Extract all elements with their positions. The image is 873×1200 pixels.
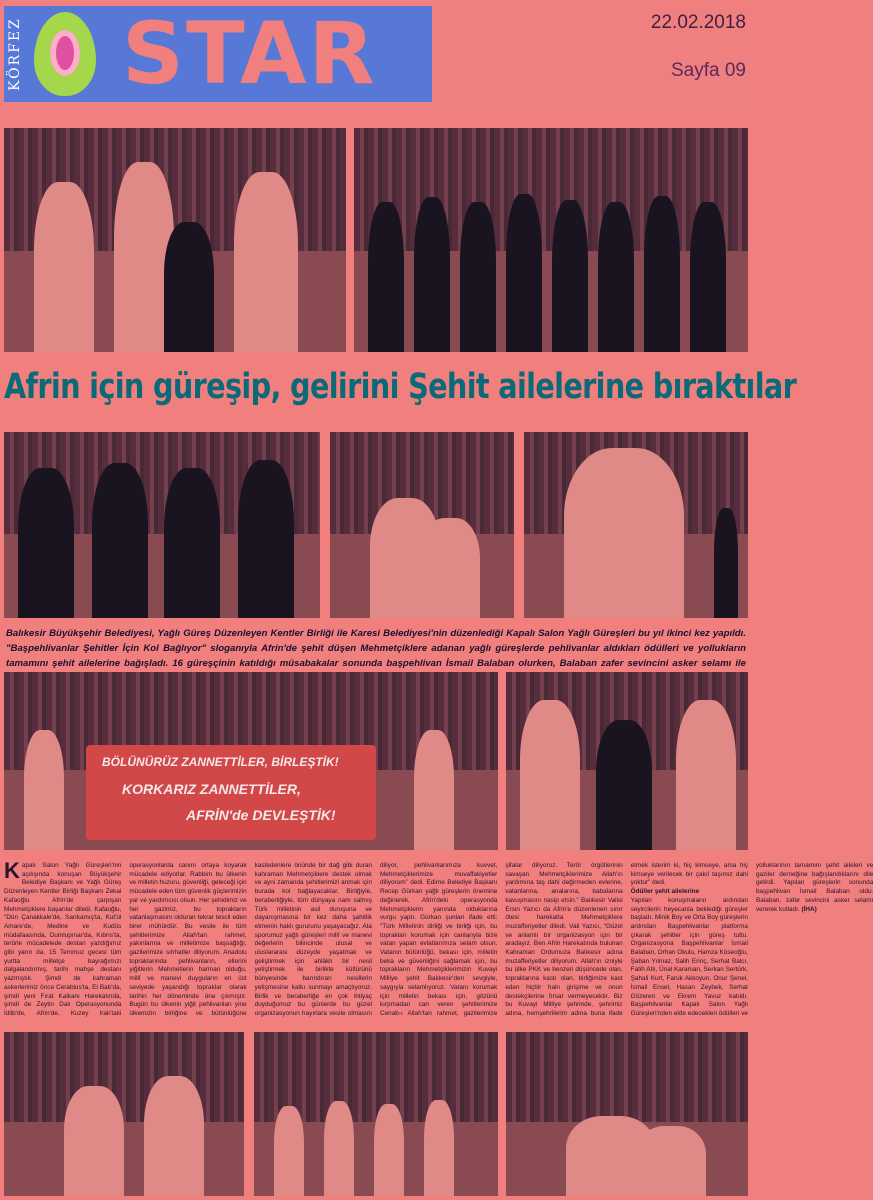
article-body: [4, 858, 873, 1024]
page-label: Sayfa: [670, 60, 720, 81]
banner-line-3: AFRİN'de DEVLEŞTİK!: [186, 807, 336, 823]
issue-date: 22.02.2018: [650, 12, 746, 33]
photo-caption: Balıkesir Büyükşehir Belediyesi, Yağlı Güreş Düzenleyen Kentler Birliği ile Karesi Belediyesi'nin düzenlediği Kapalı Salon Yağlı Güreşleri bu yıl ikinci kez yapıldı. "Başpehlivanlar Şehitler İçin Kol Bağlıyor" sloganıyla Afrin'de şehit düşen Mehmetçiklere adanan yağlı güreşlerde pehlivanlar aldıkları ödülleri ve yollukların tamamını şehit ailelerine bağışladı. 16 güreşçinin katıldığı müsabakalar sonunda başpehlivan İsmail Balaban olurken, Balaban zafer sevincini asker selamı ile: [6, 628, 746, 669]
photo-wrestlers-arena: [4, 1032, 244, 1196]
masthead: [0, 0, 752, 110]
photo-dignitaries: [4, 432, 320, 618]
drop-cap: K: [4, 858, 20, 883]
article-text-1: apalı Salon Yağlı Güreşleri'nin açılışında konuşan Büyükşehir Belediye Başkanı ve Yağlı Güreş Düzenleyen Kentler Birliği Başkanı Zekai Kafaoğlu Afrin'de çarpışan Mehmetçiklere başarılar diledi. Kafaoğlu, "Dün Çanakkale'de, Sarıkamış'ta, Kut'ül Amare'de, Medine ve Kudüs müdafaasında, Dumlupınar'da, Kıbrıs'ta, terörle mücadelede destan yazdığımız gibi yarın da, 15 Temmuz gecesi tüm yurtta milletçe bayrağımızı dalgalandırmış, tarihi mahşe destanı yazmıştık. Şimdi de kahraman askerlerimiz önce Cerablus'ta, El Bab'da, şimdi yeni Fırat Kalkanı Harekatında, şimdi de Zeytin Dalı Operasyonunda İdlib'de, Afrin'de, Kuzey Irak'taki operasyonlarda canını ortaya koyarak mücadele ediyorlar. Rabbim bu ülkenin ve milletin huzuru, güvenliği, geleceği için mücadele eden tüm güvenlik güçlerimizin yar ve yardımcısı olsun. Her şehidimiz ve her gazimiz, bu toprakların vatanlaşmasını olduran tekrar tescil eden birer mühürdür. Bu vesile ile tüm şehitlerimize Allah'tan rahmet, yakınlarına ve milletimize başsağlığı, gazilerimize sıhhatler diliyorum. Anadolu topraklarında pehlivanların, ellerini yiğitlerin Mehmetlerin harman olduğu, millî ve manevi duyguların en üst seviyede yaşandığı topraklar olarak tarihin her döneminde öne çıkmıştır. Bugün bu ülkenin yiğit pehlivanları yine ülkemizin birliğine ve bütünlüğüne kastedenlere önünde bir dağ gibi duran kahraman Mehmetçiklere destek olmak ve ayni zamanda şehitlerimizi anmak için burada kol bağlayacaklar. Birliğiyle, beraberliğiyle, tüm dünyaya nam salmış Türk milletinin asil duruşuna ve dayanışmasına bir kez daha şahitlik etmenin haklı gururunu yaşayacağız. Ata sporumuz yağlı güreşleri millî ve manevi değerlerin bilincinde ulusal ve uluslararası düzeyde yaşatmak ve geliştirmek için ahlâklı bir nesil yetiştirmek ile birlikte kültürünü bünyesinde barındıran nesillerin yetişmesine katkı sunmayı amaçlıyoruz. Birlik ve beraberliğe en çok ihtiyaç duyduğumuz bu günlerde bu güzel organizasyonun hayırlara vesile olmasını diliyor, pehlivanlarımıza kuvvet, Mehmetçiklerimize muvaffakiyetler diliyorum" dedi. Edirne Belediye Başkanı Recep Gürkan yağlı güreşlerin önemine değinerek, Afrin'deki operasyonda Mehmetçiklerin yanında olduklarına vurgu yaptı. Gürkan şunları ifade etti: "Türk Milletinin dirliği ve birliği için, bu toprakları korumak için canlarıyla bize vatan yapan evlatlarımıza selam olsun. Vatanın bütünlüğü, bekası için, milletin beka ve güvenliğini sağlamak için, bu toprakların Mehmetçiklerimizin Kuvayi Milliye şehit Balıkesir'den sevgiyle, saygıyla selamlıyoruz. Vatanı korumak için milletin bekası için, gözünü kırpmadan can veren şehitlerimize Cenab-ı Allah'tan rahmet, gazilerimize şifalar diliyoruz. Terör örgütlerinin savaşan Mehmetçiklerimize Allah'ın yardımına taş dahi değirmeden evlerine, vatanlarına, analarına, babalarına kavuşmasını nasip etsin." Balıkesir Valisi Ersin Yazıcı da Afrin'e düzenlenen sınır ötesi harekatta Mehmetçiklere muzafferiyetler diledi. Vali Yazıcı, "Güzel ve anlamlı bir organizasyon için bir aradayız. Ben Afrin Harekatında bulunan Kahraman Ordumuza Balıkesir adına muzafferiyetler diliyorum. Allah'ın izniyle bu ülke PKK ve benzeri düşüncede olan, topraklarına kastı olan, birliğimize kast eden hiçbir hain girişime ve onun destekçilerine fırsat vermeyecektir. Biz bu Kuvayi Milliye şehrinde, şehrimiz adına, hemşehrilerim adına buna ifade etmek isterim ki, hiç kimseye, ama hiç kimseye verilecek bir çakıl taşımız dahi yoktur" dedi.: [4, 862, 748, 1017]
protest-banner: [86, 745, 376, 840]
photo-wrestling-action: [330, 432, 514, 618]
page-number: 09: [724, 60, 746, 81]
headline: Afrin için güreşip, gelirini Şehit ailelerine bıraktılar: [4, 367, 797, 407]
newspaper-title: STAR: [108, 6, 432, 102]
masthead-vertical-text: KÖRFEZ: [4, 6, 26, 102]
banner-line-2: KORKARIZ ZANNETTİLER,: [122, 781, 301, 797]
photo-parade-signs: [254, 1032, 498, 1196]
banner-line-1: BÖLÜNÜRÜZ ZANNETTİLER, BİRLEŞTİK!: [102, 755, 339, 769]
article-credit: (İHA): [801, 905, 817, 913]
photo-winners-podium: [4, 128, 346, 352]
photo-referee-winner: [506, 672, 748, 850]
article-text-2: Yapılan konuşmaların ardından seyircilerin heyecanla beklediği güreşler başladı. Minik Boy ve Orta Boy güreşlerin ardından Başpehlivanlar platforma çıkarak şehitler için güreş tuttu. Organizasyona Başpehlivanlar İsmail Balaban, Orhan Okulu, Hamza Köseoğlu, Şaban Yılmaz, Salih Erinç, Serhat Balcı, Fatih Atlı, Ünal Karaman, Serkan Sertürk, Şahali Kurt, Faruk Akkoyun, Onur Şenel, İsmail Ensel, Hasan Zeybek, Serhat Gözeren ve Ekrem Yavuz katıldı. Başpehlivanlar Kapalı Salon Yağlı Güreşleri'nden elde edecekleri ödülleri ve yolluklarının tamamını şehit aileleri ve gaziler derneğine bağışlandıklarını dile getirdi. Yapılan güreşlerin sonunda başpehlivan İsmail Balaban oldu. Balaban, zafer sevincini asker selamı vererek kutladı.: [630, 862, 873, 1017]
article-subhead: Ödüller şehit ailelerine: [630, 888, 700, 896]
page-indicator: [671, 60, 746, 82]
photo-champion-salute: [524, 432, 748, 618]
photo-wrestling-bout: [506, 1032, 748, 1196]
photo-officials-lineup: [354, 128, 748, 352]
egg-logo-icon: [26, 6, 108, 102]
